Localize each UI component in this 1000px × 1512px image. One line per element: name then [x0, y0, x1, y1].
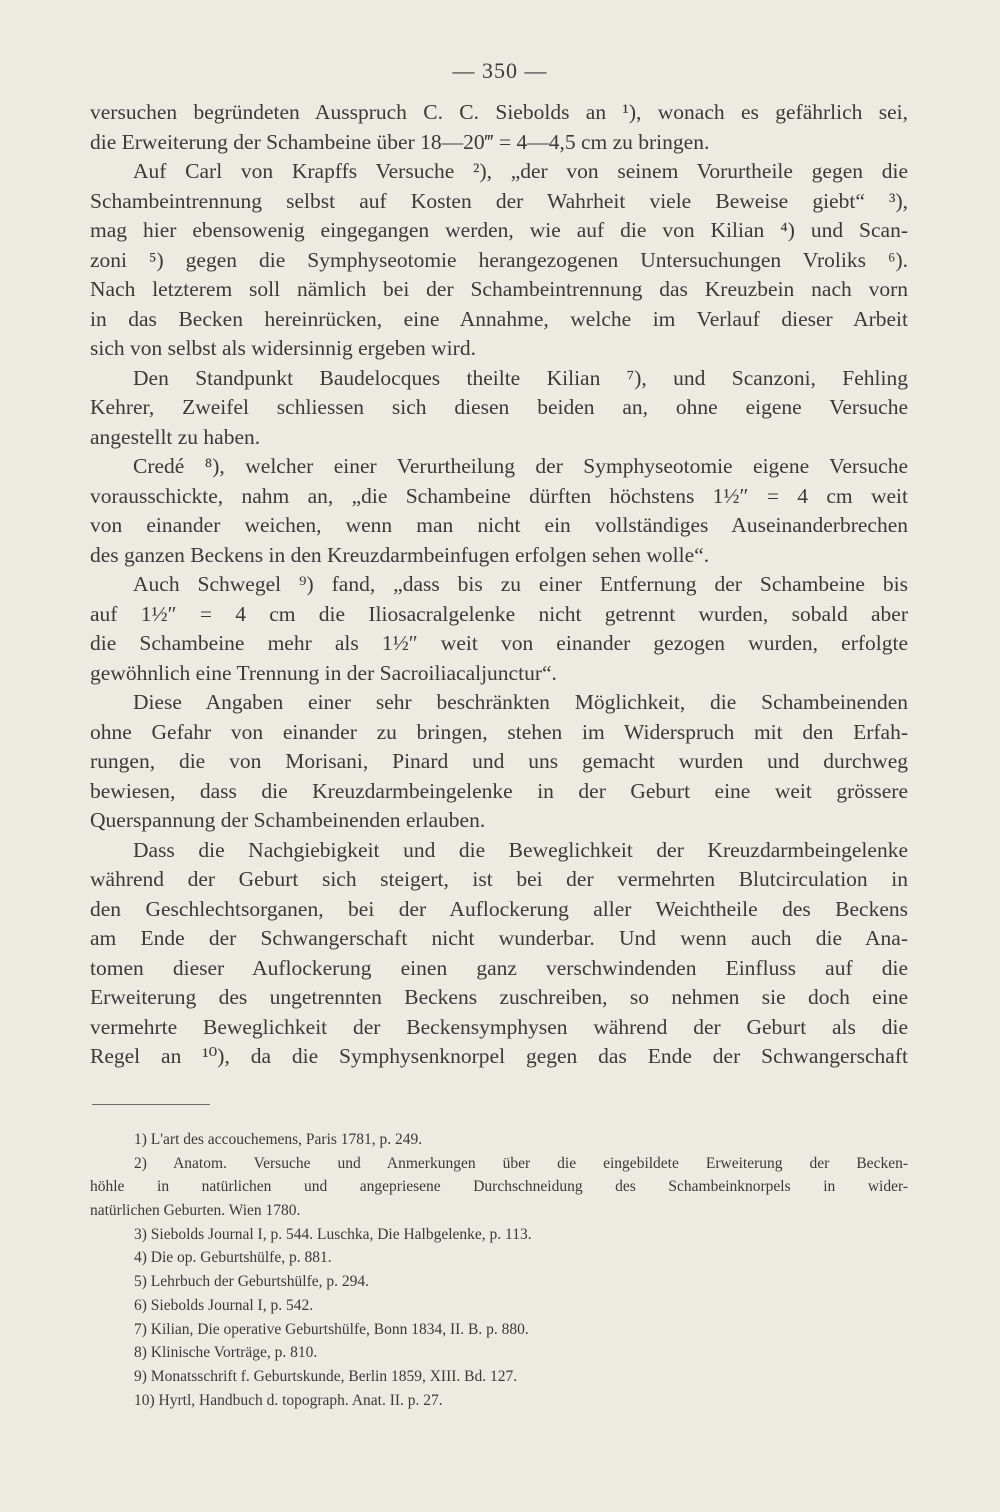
- footnotes: [90, 1128, 908, 1412]
- body-line: Den Standpunkt Baudelocques theilte Kilian ⁷), und Scanzoni, Fehling: [133, 365, 908, 390]
- body-line: mag hier ebensowenig eingegangen werden, wie auf die von Kilian ⁴) und Scan-: [90, 218, 908, 242]
- page-number: — 350 —: [452, 58, 548, 83]
- body-line: ohne Gefahr von einander zu bringen, stehen im Widerspruch mit den Erfah-: [90, 719, 908, 744]
- footnote-line: 9) Monatsschrift f. Geburtskunde, Berlin 1859, XIII. Bd. 127.: [134, 1367, 518, 1385]
- body-line: Auch Schwegel ⁹) fand, „dass bis zu einer Entfernung der Schambeine bis: [133, 572, 908, 596]
- body-line: in das Becken hereinrücken, eine Annahme, welche im Verlauf dieser Arbeit: [90, 306, 908, 331]
- body-line: vorausschickte, nahm an, „die Schambeine dürften höchstens 1½″ = 4 cm weit: [90, 483, 908, 508]
- footnote-line: 3) Siebolds Journal I, p. 544. Luschka, Die Halbgelenke, p. 113.: [134, 1225, 532, 1243]
- body-line: bewiesen, dass die Kreuzdarmbeingelenke in der Geburt eine weit grössere: [90, 778, 908, 803]
- body-line: vermehrte Beweglichkeit der Beckensymphysen während der Geburt als die: [90, 1014, 908, 1039]
- body-line: von einander weichen, wenn man nicht ein vollständiges Auseinanderbrechen: [90, 513, 908, 537]
- body-line: Erweiterung des ungetrennten Beckens zuschreiben, so nehmen sie doch eine: [90, 985, 908, 1009]
- footnote-line: 5) Lehrbuch der Geburtshülfe, p. 294.: [134, 1273, 370, 1291]
- body-line: den Geschlechtsorganen, bei der Auflockerung aller Weichtheile des Beckens: [90, 896, 908, 921]
- body-text: [90, 98, 908, 1072]
- footnote-line: 4) Die op. Geburtshülfe, p. 881.: [134, 1249, 332, 1267]
- footnote-line: höhle in natürlichen und angepriesene Durchschneidung des Schambeinknorpels in wider-: [90, 1178, 908, 1196]
- body-line: die Erweiterung der Schambeine über 18—20‴ = 4—4,5 cm zu bringen.: [90, 129, 710, 154]
- body-line: Querspannung der Schambeinenden erlauben.: [90, 808, 486, 832]
- body-line: auf 1½″ = 4 cm die Iliosacralgelenke nicht getrennt wurden, sobald aber: [90, 601, 908, 626]
- footnote-line: 6) Siebolds Journal I, p. 542.: [134, 1296, 314, 1314]
- footnote-divider: [92, 1104, 210, 1105]
- body-line: am Ende der Schwangerschaft nicht wunderbar. Und wenn auch die Ana-: [90, 926, 908, 950]
- body-line: angestellt zu haben.: [90, 424, 261, 449]
- body-line: sich von selbst als widersinnig ergeben wird.: [90, 336, 476, 360]
- body-line: des ganzen Beckens in den Kreuzdarmbeinfugen erfolgen sehen wolle“.: [90, 542, 710, 567]
- body-line: Kehrer, Zweifel schliessen sich diesen beiden an, ohne eigene Versuche: [90, 395, 908, 419]
- footnote-line: 1) L'art des accouchemens, Paris 1781, p. 249.: [134, 1131, 423, 1148]
- body-line: rungen, die von Morisani, Pinard und uns gemacht wurden und durchweg: [90, 749, 908, 773]
- footnote-line: natürlichen Geburten. Wien 1780.: [90, 1202, 301, 1220]
- body-line: versuchen begründeten Ausspruch C. C. Siebolds an ¹), wonach es gefährlich sei,: [90, 100, 908, 124]
- body-line: während der Geburt sich steigert, ist bei der vermehrten Blutcirculation in: [90, 867, 908, 891]
- footnote-line: 7) Kilian, Die operative Geburtshülfe, Bonn 1834, II. B. p. 880.: [134, 1320, 529, 1338]
- footnote-line: 10) Hyrtl, Handbuch d. topograph. Anat. II. p. 27.: [134, 1391, 443, 1409]
- footnote-line: 8) Klinische Vorträge, p. 810.: [134, 1344, 318, 1362]
- body-line: Regel an ¹⁰), da die Symphysenknorpel gegen das Ende der Schwangerschaft: [90, 1044, 908, 1068]
- body-line: zoni ⁵) gegen die Symphyseotomie herangezogenen Untersuchungen Vroliks ⁶).: [90, 247, 908, 272]
- body-line: Diese Angaben einer sehr beschränkten Möglichkeit, die Schambeinenden: [133, 690, 908, 714]
- body-line: die Schambeine mehr als 1½″ weit von einander gezogen wurden, erfolgte: [90, 631, 908, 655]
- body-line: Nach letzterem soll nämlich bei der Schambeintrennung das Kreuzbein nach vorn: [90, 277, 908, 301]
- footnote-line: 2) Anatom. Versuche und Anmerkungen über die eingebildete Erweiterung der Becken-: [134, 1154, 908, 1172]
- body-line: gewöhnlich eine Trennung in der Sacroiliacaljunctur“.: [90, 660, 557, 685]
- body-line: Schambeintrennung selbst auf Kosten der Wahrheit viele Beweise giebt“ ³),: [90, 188, 908, 213]
- body-line: tomen dieser Auflockerung einen ganz verschwindenden Einfluss auf die: [90, 955, 908, 980]
- body-line: Dass die Nachgiebigkeit und die Beweglichkeit der Kreuzdarmbeingelenke: [133, 837, 908, 862]
- body-line: Auf Carl von Krapffs Versuche ²), „der von seinem Vorurtheile gegen die: [133, 159, 908, 183]
- body-line: Credé ⁸), welcher einer Verurtheilung der Symphyseotomie eigene Versuche: [133, 454, 908, 478]
